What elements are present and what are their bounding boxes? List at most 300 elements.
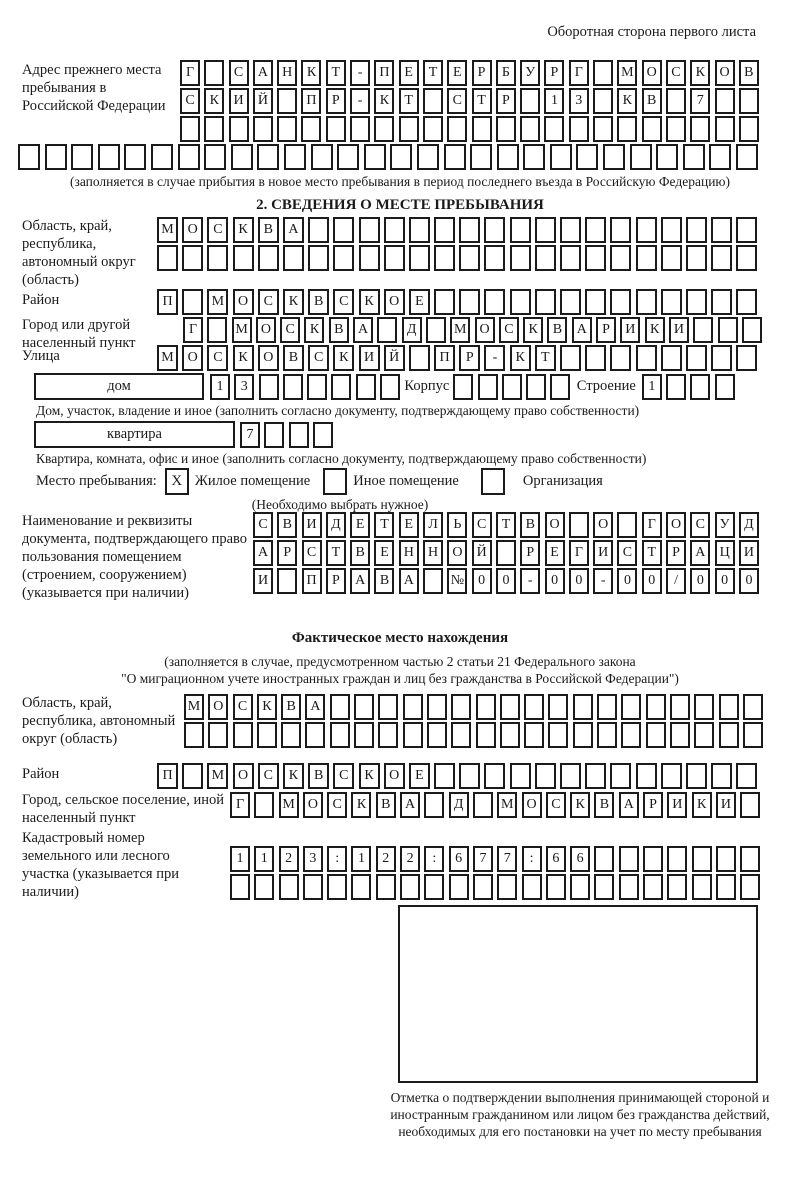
char-cell[interactable]: О (475, 317, 495, 343)
char-cell[interactable] (666, 88, 686, 114)
char-cell[interactable]: Р (544, 60, 564, 86)
char-cell[interactable] (617, 512, 637, 538)
char-cell[interactable] (254, 874, 274, 900)
char-cell[interactable]: Т (535, 345, 556, 371)
char-cell[interactable]: С (690, 512, 710, 538)
char-cell[interactable]: Д (326, 512, 346, 538)
char-cell[interactable] (18, 144, 40, 170)
char-cell[interactable] (303, 874, 323, 900)
char-cell[interactable]: Е (399, 60, 419, 86)
char-cell[interactable]: К (301, 60, 321, 86)
char-cell[interactable] (151, 144, 173, 170)
char-cell[interactable] (603, 144, 625, 170)
char-cell[interactable] (692, 874, 712, 900)
char-cell[interactable] (356, 374, 376, 400)
char-cell[interactable] (283, 245, 304, 271)
char-cell[interactable] (585, 763, 606, 789)
char-cell[interactable]: С (327, 792, 347, 818)
char-cell[interactable]: С (229, 60, 249, 86)
char-cell[interactable] (500, 722, 520, 748)
char-cell[interactable] (560, 345, 581, 371)
char-cell[interactable]: 1 (254, 846, 274, 872)
char-cell[interactable]: Е (350, 512, 370, 538)
char-cell[interactable] (636, 245, 657, 271)
char-cell[interactable]: 3 (569, 88, 589, 114)
char-cell[interactable] (417, 144, 439, 170)
char-cell[interactable] (522, 874, 542, 900)
char-cell[interactable]: М (617, 60, 637, 86)
char-cell[interactable] (619, 874, 639, 900)
char-cell[interactable] (484, 763, 505, 789)
char-cell[interactable] (548, 722, 568, 748)
char-cell[interactable] (279, 874, 299, 900)
char-cell[interactable] (305, 722, 325, 748)
char-cell[interactable] (597, 694, 617, 720)
char-cell[interactable] (573, 694, 593, 720)
char-cell[interactable]: В (547, 317, 567, 343)
char-cell[interactable] (204, 144, 226, 170)
char-cell[interactable] (630, 144, 652, 170)
char-cell[interactable] (98, 144, 120, 170)
char-cell[interactable]: И (359, 345, 380, 371)
char-cell[interactable]: Т (326, 540, 346, 566)
char-cell[interactable] (585, 345, 606, 371)
char-cell[interactable] (569, 512, 589, 538)
char-cell[interactable] (502, 374, 522, 400)
char-cell[interactable]: 7 (497, 846, 517, 872)
char-cell[interactable] (333, 217, 354, 243)
char-cell[interactable] (453, 374, 473, 400)
char-cell[interactable]: К (690, 60, 710, 86)
char-cell[interactable] (427, 694, 447, 720)
char-cell[interactable]: 1 (544, 88, 564, 114)
char-cell[interactable]: С (499, 317, 519, 343)
char-cell[interactable] (736, 245, 757, 271)
char-cell[interactable]: С (447, 88, 467, 114)
char-cell[interactable] (182, 289, 203, 315)
char-cell[interactable]: О (256, 317, 276, 343)
char-cell[interactable] (711, 217, 732, 243)
char-cell[interactable] (667, 846, 687, 872)
char-cell[interactable] (473, 874, 493, 900)
char-cell[interactable] (594, 846, 614, 872)
char-cell[interactable]: № (447, 568, 467, 594)
char-cell[interactable] (71, 144, 93, 170)
char-cell[interactable] (736, 763, 757, 789)
char-cell[interactable]: О (522, 792, 542, 818)
char-cell[interactable] (399, 116, 419, 142)
char-cell[interactable] (510, 289, 531, 315)
char-cell[interactable]: Й (253, 88, 273, 114)
char-cell[interactable] (535, 217, 556, 243)
char-cell[interactable]: / (666, 568, 686, 594)
char-cell[interactable] (281, 722, 301, 748)
char-cell[interactable] (423, 88, 443, 114)
char-cell[interactable]: Б (496, 60, 516, 86)
char-cell[interactable]: К (359, 289, 380, 315)
char-cell[interactable]: К (304, 317, 324, 343)
char-cell[interactable] (478, 374, 498, 400)
char-cell[interactable]: А (619, 792, 639, 818)
char-cell[interactable] (693, 317, 713, 343)
char-cell[interactable] (694, 694, 714, 720)
char-cell[interactable] (476, 722, 496, 748)
char-cell[interactable] (257, 144, 279, 170)
char-cell[interactable] (390, 144, 412, 170)
char-cell[interactable] (526, 374, 546, 400)
char-cell[interactable]: М (232, 317, 252, 343)
char-cell[interactable] (497, 874, 517, 900)
checkbox-residential[interactable]: X (165, 468, 189, 495)
char-cell[interactable]: И (667, 792, 687, 818)
char-cell[interactable]: К (359, 763, 380, 789)
char-cell[interactable] (409, 245, 430, 271)
char-cell[interactable] (719, 694, 739, 720)
char-cell[interactable] (301, 116, 321, 142)
char-cell[interactable] (560, 217, 581, 243)
char-cell[interactable] (656, 144, 678, 170)
char-cell[interactable]: С (253, 512, 273, 538)
char-cell[interactable] (307, 374, 327, 400)
char-cell[interactable] (718, 317, 738, 343)
char-cell[interactable]: 2 (400, 846, 420, 872)
char-cell[interactable] (520, 116, 540, 142)
char-cell[interactable]: С (280, 317, 300, 343)
char-cell[interactable] (283, 374, 303, 400)
char-cell[interactable] (374, 116, 394, 142)
char-cell[interactable] (484, 245, 505, 271)
char-cell[interactable] (207, 245, 228, 271)
char-cell[interactable] (690, 116, 710, 142)
char-cell[interactable]: В (283, 345, 304, 371)
char-cell[interactable] (184, 722, 204, 748)
char-cell[interactable] (230, 874, 250, 900)
char-cell[interactable] (661, 763, 682, 789)
char-cell[interactable] (524, 694, 544, 720)
char-cell[interactable] (643, 874, 663, 900)
char-cell[interactable] (686, 217, 707, 243)
char-cell[interactable] (253, 116, 273, 142)
char-cell[interactable]: М (497, 792, 517, 818)
char-cell[interactable] (207, 317, 227, 343)
char-cell[interactable]: В (594, 792, 614, 818)
char-cell[interactable] (257, 722, 277, 748)
char-cell[interactable]: В (308, 763, 329, 789)
char-cell[interactable] (670, 722, 690, 748)
char-cell[interactable]: 1 (210, 374, 230, 400)
char-cell[interactable] (331, 374, 351, 400)
char-cell[interactable] (716, 874, 736, 900)
char-cell[interactable] (459, 217, 480, 243)
char-cell[interactable]: К (333, 345, 354, 371)
char-cell[interactable] (686, 345, 707, 371)
char-cell[interactable] (459, 245, 480, 271)
char-cell[interactable] (233, 245, 254, 271)
char-cell[interactable]: О (208, 694, 228, 720)
char-cell[interactable]: Ь (447, 512, 467, 538)
char-cell[interactable]: И (593, 540, 613, 566)
char-cell[interactable]: 1 (642, 374, 662, 400)
char-cell[interactable]: Ц (715, 540, 735, 566)
char-cell[interactable] (739, 88, 759, 114)
char-cell[interactable] (535, 763, 556, 789)
char-cell[interactable] (427, 722, 447, 748)
char-cell[interactable] (646, 722, 666, 748)
char-cell[interactable] (617, 116, 637, 142)
char-cell[interactable]: Е (409, 289, 430, 315)
char-cell[interactable]: 0 (715, 568, 735, 594)
char-cell[interactable] (715, 374, 735, 400)
char-cell[interactable] (550, 144, 572, 170)
char-cell[interactable]: Т (472, 88, 492, 114)
char-cell[interactable]: О (258, 345, 279, 371)
char-cell[interactable]: К (351, 792, 371, 818)
char-cell[interactable] (384, 217, 405, 243)
char-cell[interactable] (585, 217, 606, 243)
char-cell[interactable]: 2 (279, 846, 299, 872)
char-cell[interactable]: Д (449, 792, 469, 818)
char-cell[interactable]: 0 (472, 568, 492, 594)
char-cell[interactable]: Р (326, 88, 346, 114)
char-cell[interactable]: П (157, 289, 178, 315)
char-cell[interactable]: К (692, 792, 712, 818)
char-cell[interactable]: М (157, 217, 178, 243)
char-cell[interactable] (610, 345, 631, 371)
char-cell[interactable]: Е (545, 540, 565, 566)
char-cell[interactable]: Л (423, 512, 443, 538)
char-cell[interactable]: А (350, 568, 370, 594)
char-cell[interactable] (180, 116, 200, 142)
char-cell[interactable]: В (376, 792, 396, 818)
char-cell[interactable] (380, 374, 400, 400)
char-cell[interactable] (337, 144, 359, 170)
char-cell[interactable] (470, 144, 492, 170)
char-cell[interactable] (354, 694, 374, 720)
char-cell[interactable] (434, 217, 455, 243)
char-cell[interactable] (683, 144, 705, 170)
char-cell[interactable]: А (253, 540, 273, 566)
char-cell[interactable] (510, 245, 531, 271)
char-cell[interactable]: 0 (496, 568, 516, 594)
char-cell[interactable] (308, 217, 329, 243)
char-cell[interactable]: С (472, 512, 492, 538)
char-cell[interactable] (667, 874, 687, 900)
char-cell[interactable] (377, 317, 397, 343)
char-cell[interactable]: Р (326, 568, 346, 594)
char-cell[interactable] (451, 694, 471, 720)
char-cell[interactable] (636, 763, 657, 789)
char-cell[interactable]: О (303, 792, 323, 818)
char-cell[interactable] (423, 116, 443, 142)
char-cell[interactable] (500, 694, 520, 720)
char-cell[interactable]: О (384, 763, 405, 789)
char-cell[interactable] (333, 245, 354, 271)
char-cell[interactable] (208, 722, 228, 748)
char-cell[interactable] (231, 144, 253, 170)
char-cell[interactable] (593, 116, 613, 142)
char-cell[interactable] (277, 568, 297, 594)
char-cell[interactable]: 6 (546, 846, 566, 872)
char-cell[interactable]: И (716, 792, 736, 818)
char-cell[interactable] (661, 345, 682, 371)
char-cell[interactable]: О (447, 540, 467, 566)
char-cell[interactable] (736, 345, 757, 371)
char-cell[interactable] (666, 374, 686, 400)
char-cell[interactable]: Р (472, 60, 492, 86)
char-cell[interactable] (621, 694, 641, 720)
char-cell[interactable]: А (400, 792, 420, 818)
char-cell[interactable]: К (233, 345, 254, 371)
char-cell[interactable]: О (233, 763, 254, 789)
char-cell[interactable]: Т (642, 540, 662, 566)
char-cell[interactable]: : (424, 846, 444, 872)
char-cell[interactable] (715, 88, 735, 114)
char-cell[interactable] (711, 289, 732, 315)
char-cell[interactable] (715, 116, 735, 142)
char-cell[interactable] (330, 694, 350, 720)
char-cell[interactable]: 3 (234, 374, 254, 400)
char-cell[interactable]: К (257, 694, 277, 720)
char-cell[interactable]: А (353, 317, 373, 343)
char-cell[interactable]: М (279, 792, 299, 818)
char-cell[interactable] (277, 88, 297, 114)
char-cell[interactable]: С (666, 60, 686, 86)
char-cell[interactable]: : (327, 846, 347, 872)
char-cell[interactable]: М (207, 289, 228, 315)
char-cell[interactable]: Е (399, 512, 419, 538)
char-cell[interactable] (694, 722, 714, 748)
checkbox-organization[interactable] (481, 468, 505, 495)
char-cell[interactable] (229, 116, 249, 142)
char-cell[interactable]: И (739, 540, 759, 566)
char-cell[interactable]: С (180, 88, 200, 114)
char-cell[interactable]: 0 (545, 568, 565, 594)
char-cell[interactable] (661, 217, 682, 243)
char-cell[interactable]: Т (423, 60, 443, 86)
char-cell[interactable] (258, 245, 279, 271)
char-cell[interactable]: К (374, 88, 394, 114)
char-cell[interactable]: А (283, 217, 304, 243)
char-cell[interactable] (610, 245, 631, 271)
char-cell[interactable]: 7 (690, 88, 710, 114)
char-cell[interactable]: Е (447, 60, 467, 86)
char-cell[interactable] (472, 116, 492, 142)
char-cell[interactable]: А (253, 60, 273, 86)
char-cell[interactable]: О (182, 345, 203, 371)
char-cell[interactable]: К (233, 217, 254, 243)
char-cell[interactable] (593, 88, 613, 114)
char-cell[interactable]: О (384, 289, 405, 315)
char-cell[interactable] (610, 763, 631, 789)
char-cell[interactable] (636, 289, 657, 315)
char-cell[interactable] (686, 763, 707, 789)
char-cell[interactable]: И (302, 512, 322, 538)
char-cell[interactable] (524, 722, 544, 748)
char-cell[interactable] (646, 694, 666, 720)
char-cell[interactable] (661, 289, 682, 315)
char-cell[interactable]: Н (423, 540, 443, 566)
char-cell[interactable]: У (715, 512, 735, 538)
checkbox-other-premises[interactable] (323, 468, 347, 495)
char-cell[interactable] (124, 144, 146, 170)
char-cell[interactable]: В (258, 217, 279, 243)
char-cell[interactable]: В (520, 512, 540, 538)
char-cell[interactable] (359, 245, 380, 271)
char-cell[interactable]: К (204, 88, 224, 114)
char-cell[interactable] (573, 722, 593, 748)
char-cell[interactable]: С (333, 763, 354, 789)
char-cell[interactable] (686, 289, 707, 315)
char-cell[interactable]: 0 (690, 568, 710, 594)
char-cell[interactable]: - (520, 568, 540, 594)
char-cell[interactable]: К (510, 345, 531, 371)
char-cell[interactable] (277, 116, 297, 142)
char-cell[interactable] (743, 722, 763, 748)
char-cell[interactable]: А (572, 317, 592, 343)
char-cell[interactable] (711, 763, 732, 789)
char-cell[interactable] (740, 874, 760, 900)
char-cell[interactable] (378, 722, 398, 748)
char-cell[interactable]: О (642, 60, 662, 86)
char-cell[interactable] (709, 144, 731, 170)
char-cell[interactable] (409, 345, 430, 371)
char-cell[interactable] (403, 694, 423, 720)
char-cell[interactable]: : (522, 846, 542, 872)
char-cell[interactable] (384, 245, 405, 271)
char-cell[interactable]: С (207, 345, 228, 371)
char-cell[interactable]: М (184, 694, 204, 720)
char-cell[interactable] (497, 144, 519, 170)
char-cell[interactable] (550, 374, 570, 400)
char-cell[interactable]: - (350, 88, 370, 114)
char-cell[interactable] (510, 763, 531, 789)
char-cell[interactable]: К (283, 763, 304, 789)
char-cell[interactable] (326, 116, 346, 142)
char-cell[interactable] (736, 144, 758, 170)
char-cell[interactable]: С (308, 345, 329, 371)
char-cell[interactable]: 3 (303, 846, 323, 872)
char-cell[interactable]: А (305, 694, 325, 720)
char-cell[interactable]: - (484, 345, 505, 371)
char-cell[interactable]: В (329, 317, 349, 343)
char-cell[interactable]: У (520, 60, 540, 86)
char-cell[interactable] (716, 846, 736, 872)
char-cell[interactable]: О (233, 289, 254, 315)
char-cell[interactable] (610, 289, 631, 315)
char-cell[interactable] (739, 116, 759, 142)
char-cell[interactable]: С (258, 289, 279, 315)
char-cell[interactable] (204, 116, 224, 142)
char-cell[interactable]: Р (520, 540, 540, 566)
char-cell[interactable] (569, 116, 589, 142)
char-cell[interactable]: К (283, 289, 304, 315)
char-cell[interactable]: Д (739, 512, 759, 538)
char-cell[interactable] (692, 846, 712, 872)
char-cell[interactable]: П (301, 88, 321, 114)
char-cell[interactable] (484, 217, 505, 243)
char-cell[interactable] (364, 144, 386, 170)
char-cell[interactable]: Г (180, 60, 200, 86)
char-cell[interactable] (459, 763, 480, 789)
char-cell[interactable]: К (570, 792, 590, 818)
char-cell[interactable] (711, 245, 732, 271)
char-cell[interactable] (570, 874, 590, 900)
char-cell[interactable] (157, 245, 178, 271)
char-cell[interactable] (359, 217, 380, 243)
char-cell[interactable]: - (350, 60, 370, 86)
char-cell[interactable]: В (277, 512, 297, 538)
char-cell[interactable]: М (157, 345, 178, 371)
